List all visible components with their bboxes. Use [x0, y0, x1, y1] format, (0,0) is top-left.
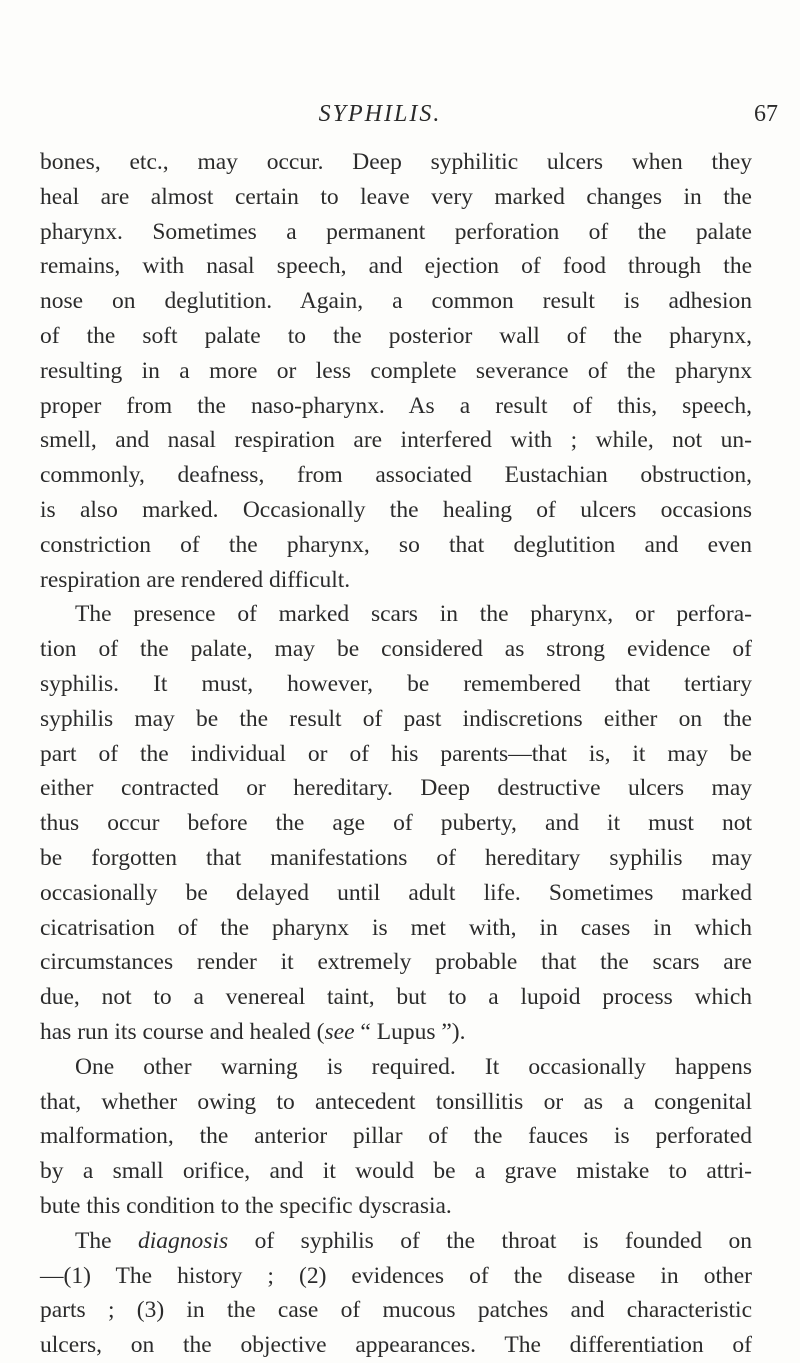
- line: tion of the palate, may be considered as strong evidence of: [40, 636, 752, 663]
- body-text: [40, 145, 752, 1363]
- paragraph-3-end: [40, 1189, 752, 1224]
- line: bute this condition to the specific dyscrasia.: [40, 1192, 452, 1219]
- running-head: [0, 98, 800, 130]
- paragraph-4: [40, 1224, 752, 1363]
- line: proper from the naso-pharynx. As a result of this, speech,: [40, 392, 752, 419]
- line: circumstances render it extremely probable that the scars are: [40, 949, 752, 976]
- line: malformation, the anterior pillar of the fauces is perforated: [40, 1123, 752, 1150]
- line: occasionally be delayed until adult life. Sometimes marked: [40, 879, 752, 906]
- line: resulting in a more or less complete severance of the pharynx: [40, 357, 752, 384]
- line: by a small orifice, and it would be a grave mistake to attri-: [40, 1158, 752, 1185]
- line: remains, with nasal speech, and ejection of food through the: [40, 253, 752, 280]
- line: syphilis. It must, however, be remembered that tertiary: [40, 670, 752, 697]
- paragraph-1-end: [40, 563, 752, 598]
- line: ulcers, on the objective appearances. The differentiation of: [40, 1332, 752, 1359]
- line: syphilis may be the result of past indiscretions either on the: [40, 705, 752, 732]
- line: nose on deglutition. Again, a common result is adhesion: [40, 288, 752, 315]
- page-number: 67: [754, 101, 778, 127]
- line: The diagnosis of syphilis of the throat is founded on: [75, 1227, 752, 1254]
- paragraph-1: [40, 145, 752, 563]
- line: commonly, deafness, from associated Eustachian obstruction,: [40, 462, 752, 489]
- line: smell, and nasal respiration are interfered with ; while, not un-: [40, 427, 752, 454]
- line: One other warning is required. It occasionally happens: [75, 1053, 752, 1080]
- line: pharynx. Sometimes a permanent perforation of the palate: [40, 218, 752, 245]
- paragraph-2: [40, 597, 752, 1015]
- line: either contracted or hereditary. Deep destructive ulcers may: [40, 775, 752, 802]
- line: The presence of marked scars in the pharynx, or perfora-: [75, 601, 752, 628]
- running-title: SYPHILIS.: [318, 101, 442, 127]
- line: due, not to a venereal taint, but to a lupoid process which: [40, 984, 752, 1011]
- line: is also marked. Occasionally the healing of ulcers occasions: [40, 496, 752, 523]
- paragraph-3: [40, 1050, 752, 1189]
- line: parts ; (3) in the case of mucous patches and characteristic: [40, 1297, 752, 1324]
- line: be forgotten that manifestations of hereditary syphilis may: [40, 844, 752, 871]
- line: —(1) The history ; (2) evidences of the disease in other: [40, 1262, 752, 1289]
- line: that, whether owing to antecedent tonsillitis or as a congenital: [40, 1088, 752, 1115]
- line: heal are almost certain to leave very marked changes in the: [40, 183, 752, 210]
- line: has run its course and healed (see “ Lupus ”).: [40, 1018, 466, 1045]
- line: cicatrisation of the pharynx is met with, in cases in which: [40, 914, 752, 941]
- paragraph-2-end: [40, 1015, 752, 1050]
- line: respiration are rendered difficult.: [40, 566, 351, 593]
- line: thus occur before the age of puberty, and it must not: [40, 810, 752, 837]
- line: of the soft palate to the posterior wall of the pharynx,: [40, 322, 752, 349]
- line: bones, etc., may occur. Deep syphilitic ulcers when they: [40, 149, 752, 175]
- line: constriction of the pharynx, so that deglutition and even: [40, 531, 752, 558]
- line: part of the individual or of his parents—that is, it may be: [40, 740, 752, 767]
